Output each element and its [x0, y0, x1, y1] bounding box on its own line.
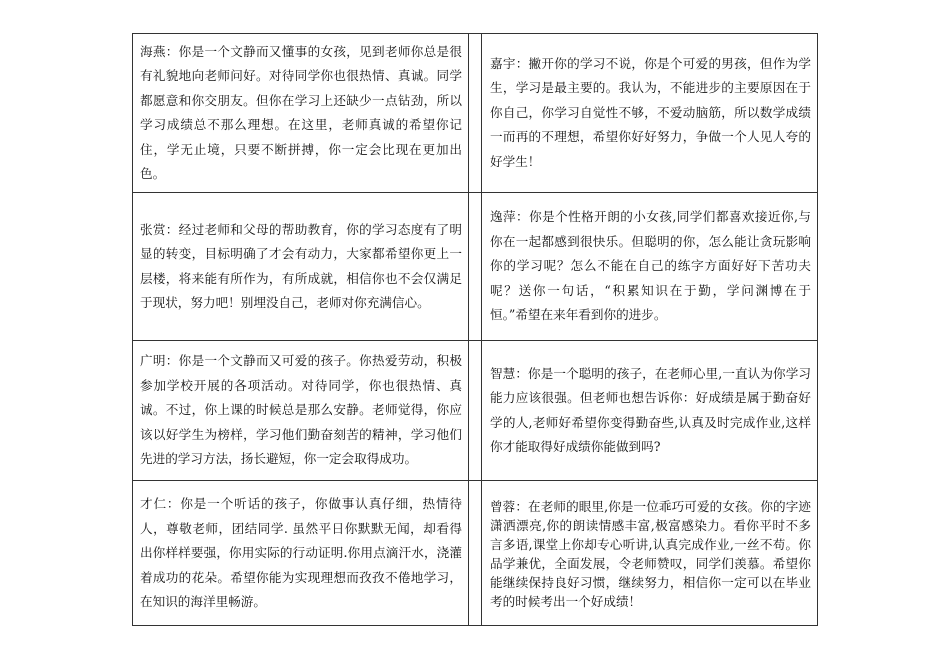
comment-text: 嘉宇：撇开你的学习不说，你是个可爱的男孩，但作为学生，学习是最主要的。我认为，不能进步的主要原因在于你自己，你学习自觉性不够，不爱动脑筋，所以数学成绩一而再的不理想，希望你好好努力，争做一个人见人夸的好学生！: [490, 55, 811, 169]
column-spacer: [469, 34, 482, 192]
comment-text: 张赏：经过老师和父母的帮助教育，你的学习态度有了明显的转变，目标明确了才会有动力，大家都希望你更上一层楼，将来能有所作为，有所成就，相信你也不会仅满足于现状，努力吧！别埋没自己，老师对你充满信心。: [140, 221, 462, 310]
table-row: [133, 341, 817, 481]
column-spacer: [469, 481, 482, 626]
comment-cell-right: [482, 34, 817, 192]
comment-cell-left: [133, 34, 469, 192]
comment-cell-right: [482, 481, 817, 626]
comment-cell-right: [482, 193, 817, 340]
comment-text: 曾蓉：在老师的眼里,你是一位乖巧可爱的女孩。你的字迹潇洒漂亮,你的朗读情感丰富,极富感染力。看你平时不多言多语,课堂上你却专心听讲,认真完成作业,一丝不苟。你品学兼优，全面发展，令老师赞叹，同学们羡慕。希望你能继续保持良好习惯，继续努力，相信你一定可以在毕业考的时候考出一个好成绩！: [490, 498, 811, 609]
comment-cell-left: [133, 341, 469, 480]
comment-text: 海燕：你是一个文静而又懂事的女孩，见到老师你总是很有礼貌地向老师问好。对待同学你也很热情、真诚。同学都愿意和你交朋友。但你在学习上还缺少一点钻劲，所以学习成绩总不那么理想。在这里，老师真诚的希望你记住，学无止境，只要不断拼搏，你一定会比现在更加出色。: [140, 43, 462, 181]
comment-text: 逸萍：你是个性格开朗的小女孩,同学们都喜欢接近你,与你在一起都感到很快乐。但聪明的你，怎么能让贪玩影响你的学习呢？怎么不能在自己的练字方面好好下苦功夫呢？送你一句话，“积累知识在于勤，学问渊博在于恒。”希望在来年看到你的进步。: [490, 209, 811, 323]
comment-text: 才仁：你是一个听话的孩子，你做事认真仔细，热情待人，尊敬老师，团结同学. 虽然平日你默默无闻，却看得出你样样要强，你用实际的行动证明.你用点滴汗水，浇灌着成功的花朵。希望你能为实现理想而孜孜不倦地学习，在知识的海洋里畅游。: [140, 496, 462, 610]
comment-cell-left: [133, 193, 469, 340]
comments-table: [132, 33, 818, 626]
column-spacer: [469, 193, 482, 340]
table-row: [133, 193, 817, 341]
comment-cell-right: [482, 341, 817, 480]
comment-text: 智慧：你是一个聪明的孩子，在老师心里,一直认为你学习能力应该很强。但老师也想告诉你：好成绩是属于勤奋好学的人,老师好希望你变得勤奋些,认真及时完成作业,这样你才能取得好成绩你能做到吗?: [490, 365, 811, 454]
table-row: [133, 481, 817, 626]
comment-text: 广明：你是一个文静而又可爱的孩子。你热爱劳动，积极参加学校开展的各项活动。对待同学，你也很热情、真诚。不过，你上课的时候总是那么安静。老师觉得，你应该以好学生为榜样，学习他们勤奋刻苦的精神，学习他们先进的学习方法，扬长避短，你一定会取得成功。: [140, 353, 462, 467]
table-row: [133, 34, 817, 193]
column-spacer: [469, 341, 482, 480]
comment-cell-left: [133, 481, 469, 626]
